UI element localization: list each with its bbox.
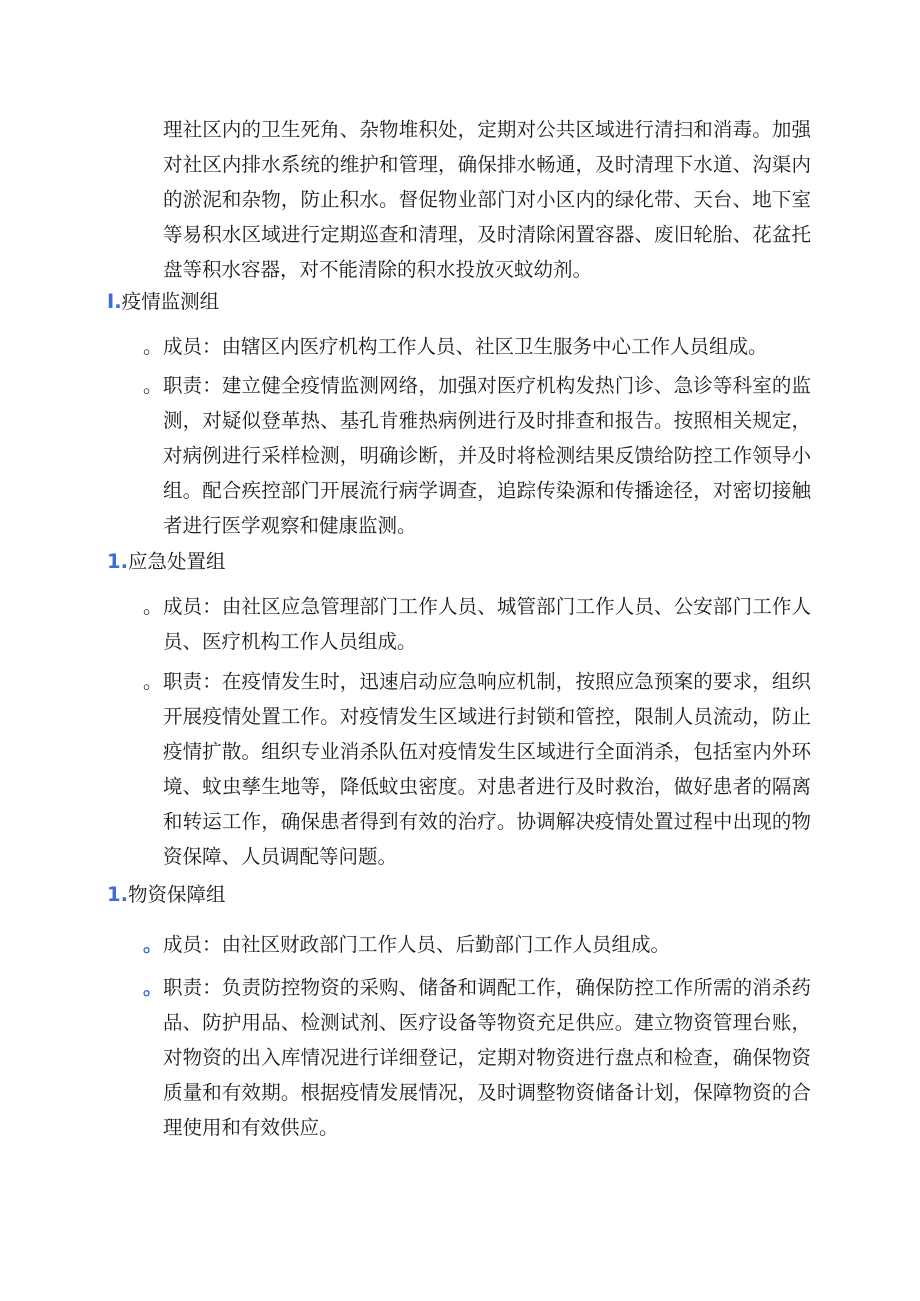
bullet-mark: 。 <box>143 976 163 999</box>
list-item-text: 成员：由社区财政部门工作人员、后勤部门工作人员组成。 <box>163 933 671 956</box>
list-item-members <box>143 927 811 962</box>
list-item-duties <box>143 664 811 874</box>
list-item-text: 职责：负责防控物资的采购、储备和调配工作，确保防控工作所需的消杀药品、防护用品、检测试剂、医疗设备等物资充足供应。建立物资管理台账，对物资的出入库情况进行详细登记，定期对物资进行盘点和检查，确保物资质量和有效期。根据疫情发展情况，及时调整物资储备计划，保障物资的合理使用和有效供应。 <box>163 976 811 1139</box>
bullet-mark: 。 <box>143 670 163 693</box>
bullet-mark: 。 <box>143 374 163 397</box>
section-heading-emergency-response <box>107 547 226 577</box>
list-item-text: 职责：建立健全疫情监测网络，加强对医疗机构发热门诊、急诊等科室的监测，对疑似登革热、基孔肯雅热病例进行及时排查和报告。按照相关规定，对病例进行采样检测，明确诊断，并及时将检测结果反馈给防控工作领导小组。配合疾控部门开展流行病学调查，追踪传染源和传播途径，对密切接触者进行医学观察和健康监测。 <box>163 374 811 537</box>
section-number: 1. <box>107 883 128 906</box>
list-item-duties <box>143 970 811 1145</box>
section-number: 1. <box>107 550 128 573</box>
list-item-text: 成员：由社区应急管理部门工作人员、城管部门工作人员、公安部门工作人员、医疗机构工作人员组成。 <box>163 595 811 653</box>
list-item-text: 成员：由辖区内医疗机构工作人员、社区卫生服务中心工作人员组成。 <box>163 335 768 358</box>
section-number: I. <box>107 290 122 313</box>
section-heading-supplies <box>107 880 226 910</box>
bullet-mark: 。 <box>143 335 163 358</box>
bullet-mark: 。 <box>143 595 163 618</box>
section-title: 应急处置组 <box>127 550 226 573</box>
list-item-duties <box>143 368 811 543</box>
section-title: 物资保障组 <box>127 883 226 906</box>
list-item-members <box>143 329 811 364</box>
list-item-members <box>143 589 811 659</box>
list-item-text: 职责：在疫情发生时，迅速启动应急响应机制，按照应急预案的要求，组织开展疫情处置工作。对疫情发生区域进行封锁和管控，限制人员流动，防止疫情扩散。组织专业消杀队伍对疫情发生区域进行全面消杀，包括室内外环境、蚊虫孳生地等，降低蚊虫密度。对患者进行及时救治，做好患者的隔离和转运工作，确保患者得到有效的治疗。协调解决疫情处置过程中出现的物资保障、人员调配等问题。 <box>163 670 811 868</box>
intro-paragraph: 理社区内的卫生死角、杂物堆积处，定期对公共区域进行清扫和消毒。加强对社区内排水系统的维护和管理，确保排水畅通，及时清理下水道、沟渠内的淤泥和杂物，防止积水。督促物业部门对小区内的绿化带、天台、地下室等易积水区域进行定期巡查和清理，及时清除闲置容器、废旧轮胎、花盆托盘等积水容器，对不能清除的积水投放灭蚊幼剂。 <box>163 118 811 281</box>
bullet-mark: 。 <box>143 933 163 956</box>
section-heading-epidemic-monitoring <box>107 287 219 317</box>
section-title: 疫情监测组 <box>121 290 220 313</box>
